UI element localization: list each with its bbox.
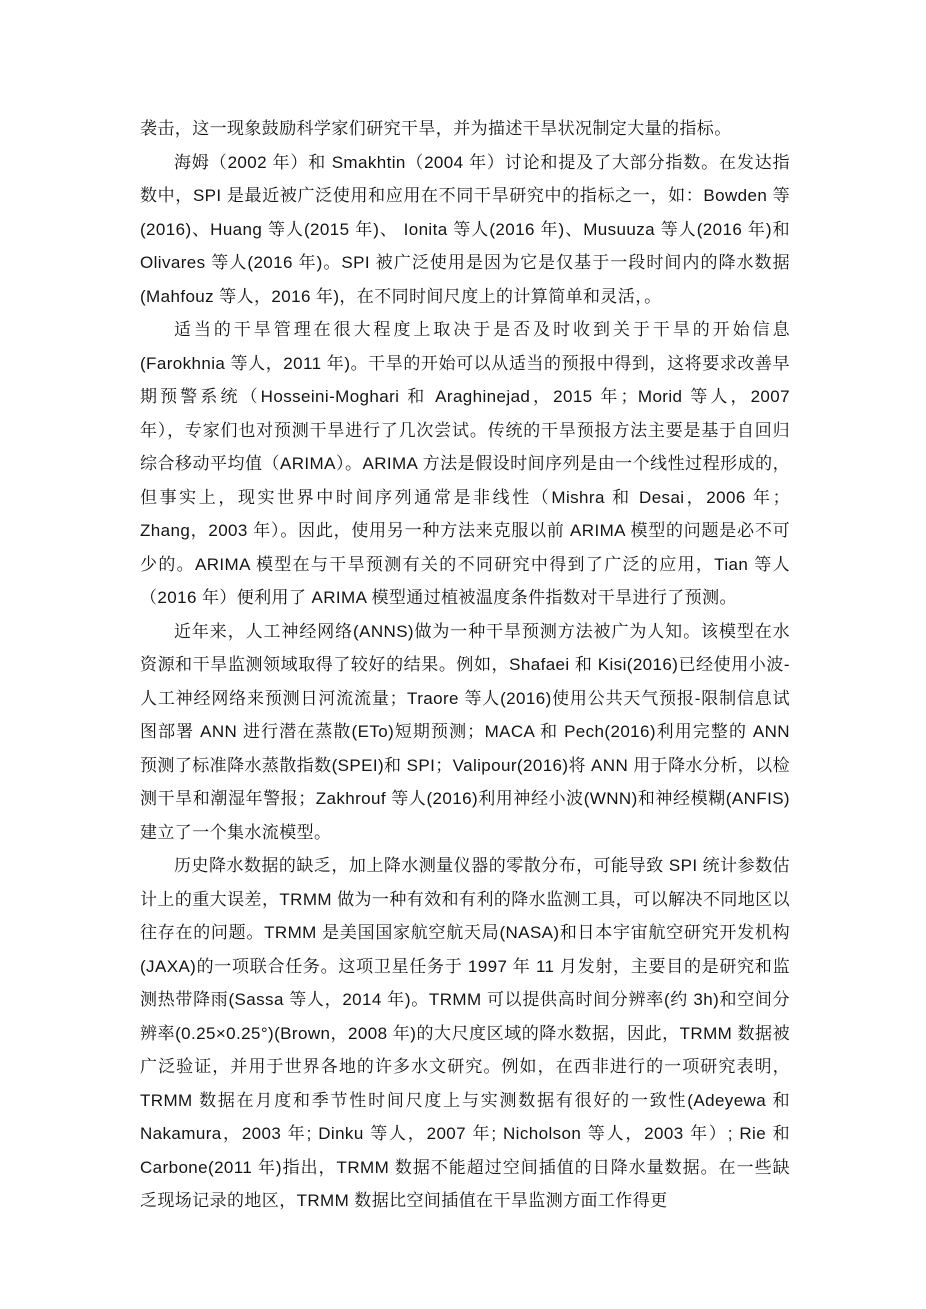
- paragraph-ann-methods: 近年来，人工神经网络(ANNS)做为一种干旱预测方法被广为人知。该模型在水资源和干旱监测领域取得了较好的结果。例如，Shafaei 和 Kisi(2016)已经使用小波-人工神经网络来预测日河流流量；Traore 等人(2016)使用公共天气预报-限制信息试图部署 ANN 进行潜在蒸散(ETo)短期预测；MACA 和 Pech(2016)利用完整的 ANN 预测了标准降水蒸散指数(SPEI)和 SPI；Valipour(2016)将 ANN 用于降水分析，以检测干旱和潮湿年警报；Zakhrouf 等人(2016)利用神经小波(WNN)和神经模糊(ANFIS)建立了一个集水流模型。: [140, 621, 790, 842]
- paragraph-trmm-data: 历史降水数据的缺乏，加上降水测量仪器的零散分布，可能导致 SPI 统计参数估计上的重大误差，TRMM 做为一种有效和有利的降水监测工具，可以解决不同地区以往存在的问题。TRMM 是美国国家航空航天局(NASA)和日本宇宙航空研究开发机构(JAXA)的一项联合任务。这项卫星任务于 1997 年 11 月发射，主要目的是研究和监测热带降雨(Sassa 等人，2014 年)。TRMM 可以提供高时间分辨率(约 3h)和空间分辨率(0.25×0.25°)(Brown，2008 年)的大尺度区域的降水数据，因此，TRMM 数据被广泛验证，并用于世界各地的许多水文研究。例如，在西非进行的一项研究表明，TRMM 数据在月度和季节性时间尺度上与实测数据有很好的一致性(Adeyewa 和 Nakamura，2003 年; Dinku 等人，2007 年; Nicholson 等人，2003 年）; Rie 和 Carbone(2011 年)指出，TRMM 数据不能超过空间插值的日降水量数据。在一些缺乏现场记录的地区，TRMM 数据比空间插值在干旱监测方面工作得更: [140, 856, 790, 1210]
- paragraph-drought-management-arima: 适当的干旱管理在很大程度上取决于是否及时收到关于干旱的开始信息(Farokhnia 等人，2011 年)。干旱的开始可以从适当的预报中得到，这将要求改善早期预警系统（Hosseini-Moghari 和 Araghinejad，2015 年；Morid 等人，2007 年），专家们也对预测干旱进行了几次尝试。传统的干旱预报方法主要是基于自回归综合移动平均值（ARIMA）。ARIMA 方法是假设时间序列是由一个线性过程形成的，但事实上，现实世界中时间序列通常是非线性（Mishra 和 Desai，2006 年；Zhang，2003 年）。因此，使用另一种方法来克服以前 ARIMA 模型的问题是必不可少的。ARIMA 模型在与干旱预测有关的不同研究中得到了广泛的应用，Tian 等人（2016 年）便利用了 ARIMA 模型通过植被温度条件指数对干旱进行了预测。: [140, 320, 790, 607]
- paragraph-continuation: 袭击，这一现象鼓励科学家们研究干旱，并为描述干旱状况制定大量的指标。: [140, 119, 732, 138]
- paragraph-indices: 海姆（2002 年）和 Smakhtin（2004 年）讨论和提及了大部分指数。在发达指数中，SPI 是最近被广泛使用和应用在不同干旱研究中的指标之一，如：Bowden 等(2016)、Huang 等人(2015 年)、 Ionita 等人(2016 年)、Musuuza 等人(2016 年)和 Olivares 等人(2016 年)。SPI 被广泛使用是因为它是仅基于一段时间内的降水数据 (Mahfouz 等人，2016 年)，在不同时间尺度上的计算简单和灵活，。: [140, 152, 790, 306]
